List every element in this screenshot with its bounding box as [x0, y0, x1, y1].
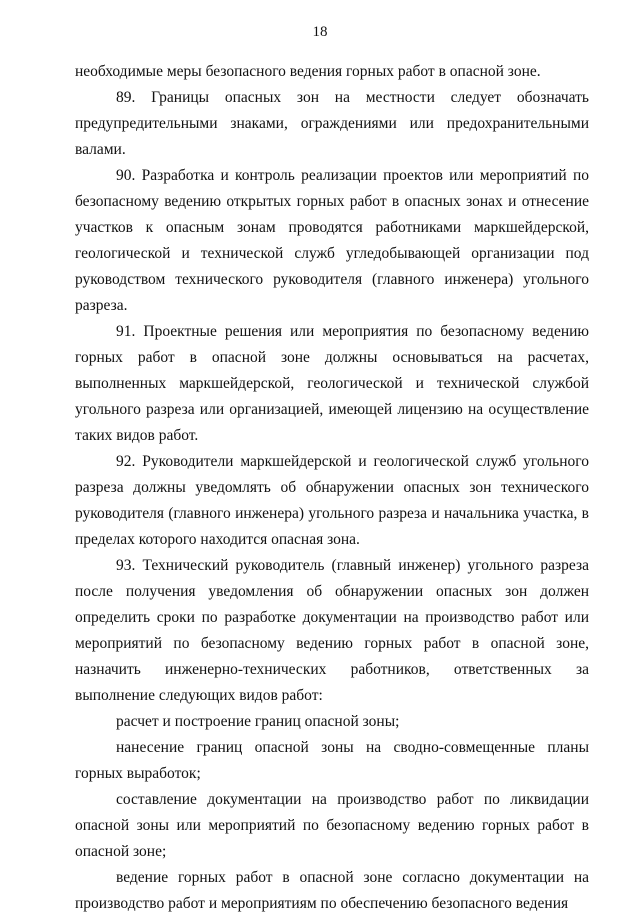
paragraph-89: 89. Границы опасных зон на местности следует обозначать предупредительными знаками, ограждениями или предохранительными валами. — [75, 89, 589, 158]
list-item-boundary-calculation: расчет и построение границ опасной зоны; — [116, 713, 400, 730]
list-item-mining-operations: ведение горных работ в опасной зоне согласно документации на производство работ и мероприятиям по обеспечению безопасного ведения — [75, 869, 589, 912]
paragraph-93: 93. Технический руководитель (главный инженер) угольного разреза после получения уведомления об обнаружении опасных зон должен определить сроки по разработке документации на производство работ или мероприятий по безопасному ведению горных работ в опасной зоне, назначить инженерно-технических работников, ответственных за выполнение следующих видов работ: — [75, 557, 589, 704]
document-body — [75, 59, 589, 917]
paragraph-continuation: необходимые меры безопасного ведения горных работ в опасной зоне. — [75, 63, 541, 80]
list-item-plan-marking: нанесение границ опасной зоны на сводно-совмещенные планы горных выработок; — [75, 739, 589, 782]
paragraph-90: 90. Разработка и контроль реализации проектов или мероприятий по безопасному ведению открытых горных работ в опасных зонах и отнесение участков к опасным зонам проводятся работниками маркшейдерской, геологической и технической служб угледобывающей организации под руководством технического руководителя (главного инженера) угольного разреза. — [75, 167, 589, 314]
list-item-documentation: составление документации на производство работ по ликвидации опасной зоны или мероприятий по безопасному ведению горных работ в опасной зоне; — [75, 791, 589, 860]
page-number: 18 — [312, 24, 328, 40]
paragraph-92: 92. Руководители маркшейдерской и геологической служб угольного разреза должны уведомлять об обнаружении опасных зон технического руководителя (главного инженера) угольного разреза и начальника участка, в пределах которого находится опасная зона. — [75, 453, 589, 548]
paragraph-91: 91. Проектные решения или мероприятия по безопасному ведению горных работ в опасной зоне должны основываться на расчетах, выполненных маркшейдерской, геологической и технической службой угольного разреза или организацией, имеющей лицензию на осуществление таких видов работ. — [75, 323, 589, 444]
